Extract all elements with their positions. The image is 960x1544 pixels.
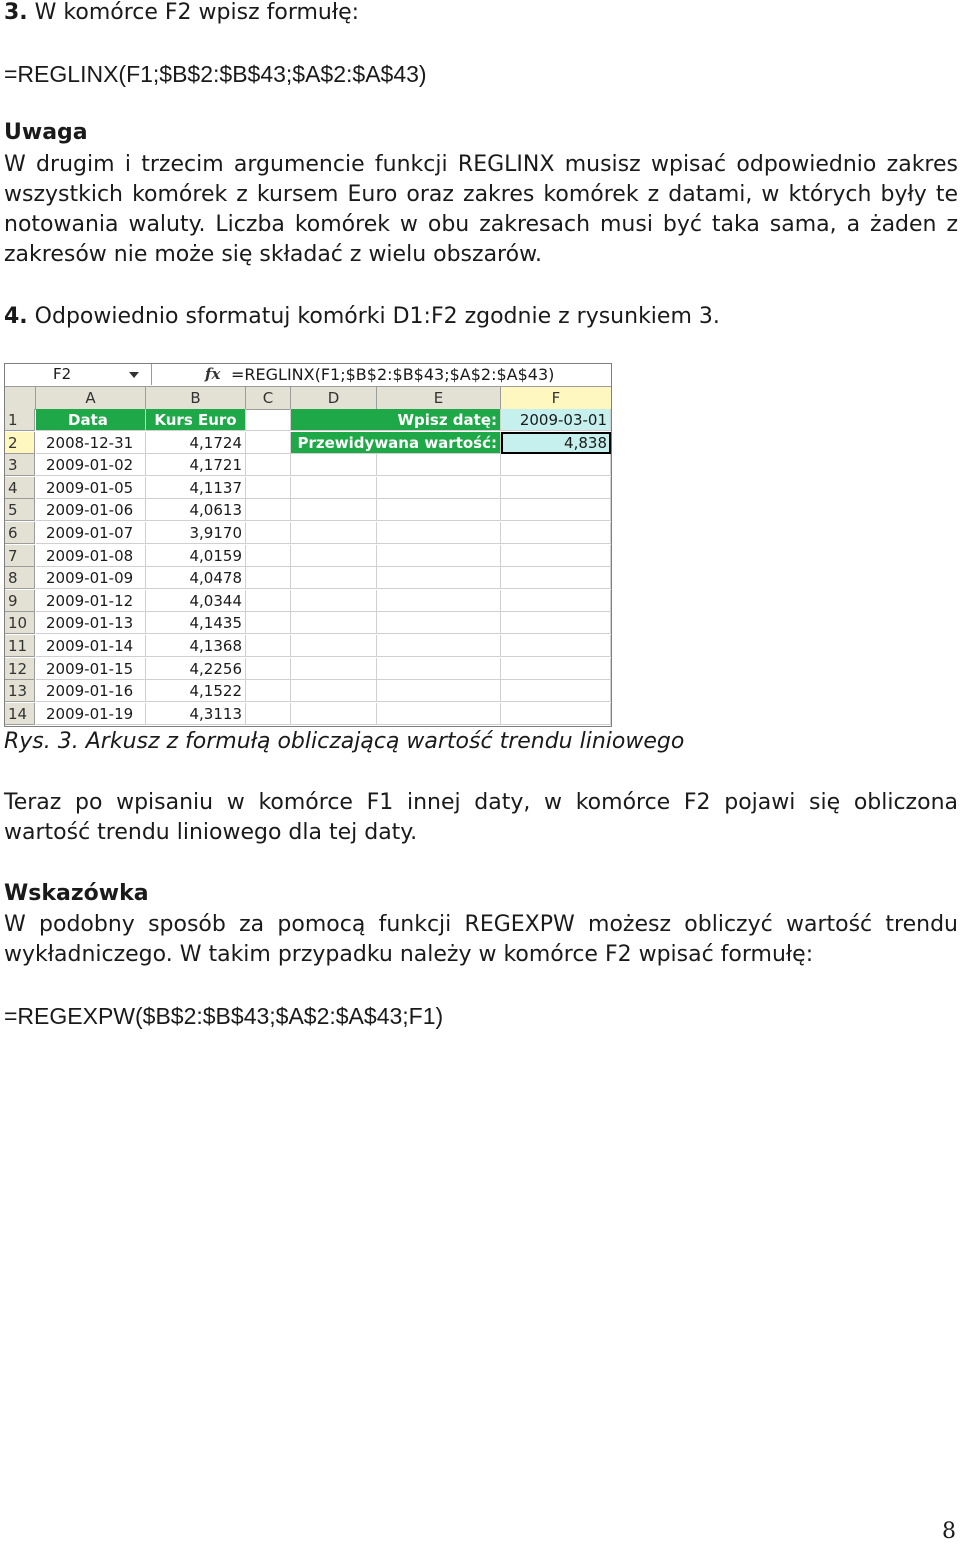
step3-text: W komórce F2 wpisz formułę:: [27, 0, 360, 25]
cell-f[interactable]: [501, 454, 611, 476]
row-header[interactable]: 12: [5, 658, 35, 680]
row-header[interactable]: 9: [5, 590, 35, 612]
cell-c[interactable]: [246, 635, 291, 657]
cell-b1[interactable]: Kurs Euro: [146, 409, 246, 431]
cell-c[interactable]: [246, 612, 291, 634]
cell-a[interactable]: 2009-01-12: [36, 590, 146, 612]
cell-b[interactable]: 4,1368: [146, 635, 246, 657]
cell-d[interactable]: [291, 612, 377, 634]
formula-regexpw: =REGEXPW($B$2:$B$43;$A$2:$A$43;F1): [4, 1003, 444, 1029]
cell-f[interactable]: [501, 545, 611, 567]
cell-a2[interactable]: 2008-12-31: [36, 432, 146, 454]
cell-b[interactable]: 4,0478: [146, 567, 246, 589]
row-header[interactable]: 8: [5, 567, 35, 589]
cell-d[interactable]: [291, 545, 377, 567]
cell-e[interactable]: [377, 612, 501, 634]
name-box[interactable]: [5, 364, 152, 385]
table-row: [5, 432, 611, 455]
cell-c[interactable]: [246, 454, 291, 476]
row-header[interactable]: 11: [5, 635, 35, 657]
cell-a[interactable]: 2009-01-06: [36, 499, 146, 521]
table-row: [5, 454, 611, 477]
table-row: [5, 635, 611, 658]
cell-b[interactable]: 4,0613: [146, 499, 246, 521]
cell-d[interactable]: [291, 499, 377, 521]
cell-b[interactable]: 4,3113: [146, 703, 246, 725]
formula-text[interactable]: =REGLINX(F1;$B$2:$B$43;$A$2:$A$43): [231, 365, 555, 384]
row-header[interactable]: 6: [5, 522, 35, 544]
cell-d[interactable]: [291, 477, 377, 499]
wskazowka-title: Wskazówka: [4, 881, 149, 906]
cell-e[interactable]: [377, 454, 501, 476]
table-row: [5, 658, 611, 681]
cell-a[interactable]: 2009-01-15: [36, 658, 146, 680]
cell-b[interactable]: 4,1435: [146, 612, 246, 634]
cell-c[interactable]: [246, 703, 291, 725]
cell-e[interactable]: [377, 680, 501, 702]
cell-f1[interactable]: 2009-03-01: [501, 409, 611, 431]
chevron-down-icon[interactable]: [129, 372, 139, 378]
cell-f[interactable]: [501, 477, 611, 499]
cell-a[interactable]: 2009-01-08: [36, 545, 146, 567]
cell-c[interactable]: [246, 545, 291, 567]
cell-c[interactable]: [246, 567, 291, 589]
cell-c[interactable]: [246, 658, 291, 680]
cell-d2-e2-label[interactable]: Przewidywana wartość:: [291, 432, 501, 454]
cell-a[interactable]: 2009-01-05: [36, 477, 146, 499]
cell-c[interactable]: [246, 477, 291, 499]
cell-a[interactable]: 2009-01-13: [36, 612, 146, 634]
cell-a[interactable]: 2009-01-14: [36, 635, 146, 657]
row-header[interactable]: 5: [5, 499, 35, 521]
table-row: [5, 499, 611, 522]
function-icon[interactable]: fx: [205, 365, 221, 383]
page-number: 8: [942, 1519, 956, 1544]
cell-c[interactable]: [246, 680, 291, 702]
cell-f[interactable]: [501, 499, 611, 521]
teraz-line-2: wartość trendu liniowego dla tej daty.: [4, 820, 418, 845]
cell-a[interactable]: 2009-01-07: [36, 522, 146, 544]
formula-bar: [5, 364, 611, 387]
cell-f2-selected[interactable]: 4,838: [501, 432, 611, 454]
wskazowka-line-2: wykładniczego. W takim przypadku należy w komórce F2 wpisać formułę:: [4, 942, 814, 967]
table-row: [5, 567, 611, 590]
cell-b[interactable]: 4,1721: [146, 454, 246, 476]
step4-number: 4.: [4, 304, 28, 329]
cell-f[interactable]: [501, 590, 611, 612]
cell-b[interactable]: 4,1137: [146, 477, 246, 499]
cell-e[interactable]: [377, 545, 501, 567]
uwaga-line-4: zakresów nie może się składać z wielu obszarów.: [4, 242, 543, 267]
cell-d[interactable]: [291, 590, 377, 612]
step4-heading: [4, 302, 720, 332]
column-header-e[interactable]: E: [377, 387, 501, 410]
cell-e[interactable]: [377, 590, 501, 612]
table-row: [5, 703, 611, 726]
cell-d[interactable]: [291, 635, 377, 657]
cell-b2[interactable]: 4,1724: [146, 432, 246, 454]
uwaga-title: Uwaga: [4, 120, 88, 145]
uwaga-line-3: notowania waluty. Liczba komórek w obu zakresach musi być taka sama, a żaden z: [4, 212, 958, 237]
row-header[interactable]: 1: [5, 409, 35, 431]
cell-e[interactable]: [377, 658, 501, 680]
cell-a[interactable]: 2009-01-02: [36, 454, 146, 476]
cell-a1[interactable]: Data: [36, 409, 146, 431]
cell-d[interactable]: [291, 522, 377, 544]
row-header[interactable]: 3: [5, 454, 35, 476]
cell-e[interactable]: [377, 477, 501, 499]
cell-d[interactable]: [291, 454, 377, 476]
cell-c[interactable]: [246, 522, 291, 544]
spreadsheet-figure: [4, 363, 612, 727]
step3-number: 3.: [4, 0, 28, 25]
row-header[interactable]: 13: [5, 680, 35, 702]
cell-f[interactable]: [501, 680, 611, 702]
column-header-a[interactable]: A: [36, 387, 146, 410]
figure-caption: Rys. 3. Arkusz z formułą obliczającą wartość trendu liniowego: [4, 729, 685, 754]
cell-d[interactable]: [291, 680, 377, 702]
cell-e[interactable]: [377, 567, 501, 589]
cell-f[interactable]: [501, 522, 611, 544]
row-header[interactable]: 7: [5, 545, 35, 567]
cell-e[interactable]: [377, 635, 501, 657]
uwaga-line-2: wszystkich komórek z kursem Euro oraz zakres komórek z datami, w których były te: [4, 182, 958, 207]
table-row: [5, 409, 611, 432]
select-all-corner[interactable]: [5, 387, 36, 410]
cell-d[interactable]: [291, 567, 377, 589]
cell-b[interactable]: 3,9170: [146, 522, 246, 544]
cell-e[interactable]: [377, 522, 501, 544]
name-box-value: F2: [53, 365, 72, 383]
table-row: [5, 612, 611, 635]
table-row: [5, 590, 611, 613]
cell-c[interactable]: [246, 590, 291, 612]
table-row: [5, 545, 611, 568]
cell-f[interactable]: [501, 703, 611, 725]
cell-a[interactable]: 2009-01-09: [36, 567, 146, 589]
cell-c[interactable]: [246, 499, 291, 521]
column-header-b[interactable]: B: [146, 387, 246, 410]
row-header[interactable]: 10: [5, 612, 35, 634]
cell-d[interactable]: [291, 703, 377, 725]
step3-heading: [4, 0, 359, 28]
cell-f[interactable]: [501, 658, 611, 680]
cell-f[interactable]: [501, 567, 611, 589]
cell-d[interactable]: [291, 658, 377, 680]
cell-f[interactable]: [501, 612, 611, 634]
cell-a[interactable]: 2009-01-16: [36, 680, 146, 702]
wskazowka-line-1: W podobny sposób za pomocą funkcji REGEXPW możesz obliczyć wartość trendu: [4, 912, 958, 937]
cell-b[interactable]: 4,0159: [146, 545, 246, 567]
column-header-d[interactable]: D: [291, 387, 377, 410]
column-header-c[interactable]: C: [246, 387, 291, 410]
row-header[interactable]: 14: [5, 703, 35, 725]
row-header[interactable]: 2: [5, 432, 35, 454]
cell-b[interactable]: 4,1522: [146, 680, 246, 702]
cell-b[interactable]: 4,0344: [146, 590, 246, 612]
row-header[interactable]: 4: [5, 477, 35, 499]
cell-e[interactable]: [377, 499, 501, 521]
uwaga-line-1: W drugim i trzecim argumencie funkcji REGLINX musisz wpisać odpowiednio zakres: [4, 152, 958, 177]
cell-c2[interactable]: [246, 432, 291, 454]
cell-c1[interactable]: [246, 409, 291, 431]
table-row: [5, 522, 611, 545]
cell-d1-e1-label[interactable]: Wpisz datę:: [291, 409, 501, 431]
column-header-f[interactable]: F: [501, 387, 612, 410]
cell-a[interactable]: 2009-01-19: [36, 703, 146, 725]
step4-text: Odpowiednio sformatuj komórki D1:F2 zgodnie z rysunkiem 3.: [27, 304, 720, 329]
table-row: [5, 477, 611, 500]
teraz-line-1: Teraz po wpisaniu w komórce F1 innej daty, w komórce F2 pojawi się obliczona: [4, 790, 958, 815]
cell-f[interactable]: [501, 635, 611, 657]
formula-reglinx: =REGLINX(F1;$B$2:$B$43;$A$2:$A$43): [4, 61, 427, 87]
cell-b[interactable]: 4,2256: [146, 658, 246, 680]
column-headers: [5, 387, 611, 409]
cell-e[interactable]: [377, 703, 501, 725]
table-row: [5, 680, 611, 703]
